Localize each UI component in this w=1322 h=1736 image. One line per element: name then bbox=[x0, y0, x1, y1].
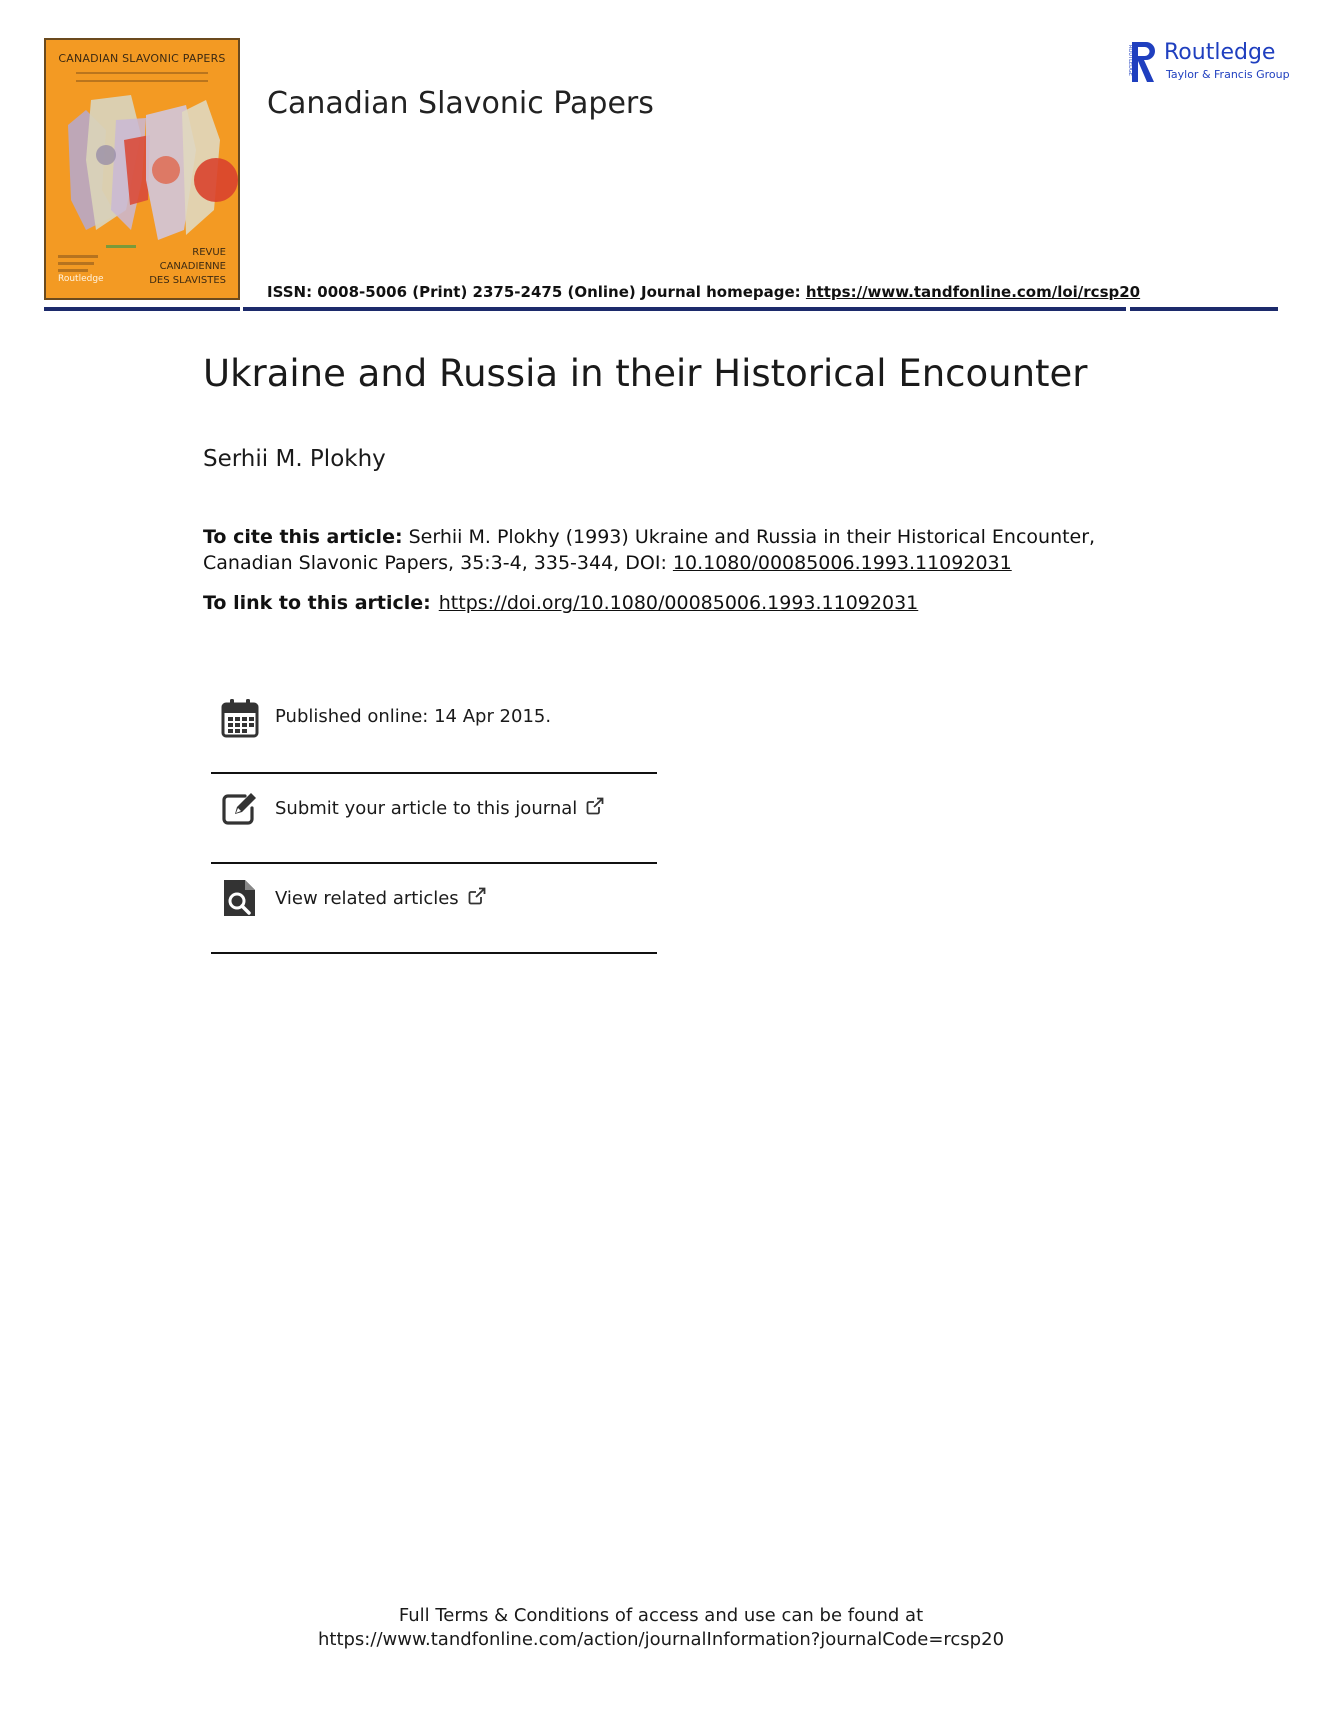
submit-article-item[interactable] bbox=[211, 788, 657, 848]
journal-name: Canadian Slavonic Papers bbox=[267, 86, 654, 121]
header-rule bbox=[44, 307, 240, 311]
journal-homepage-link[interactable]: https://www.tandfonline.com/loi/rcsp20 bbox=[805, 283, 1141, 301]
routledge-r-icon bbox=[1128, 40, 1158, 84]
terms-text: Full Terms & Conditions of access and use can be found at bbox=[398, 1605, 924, 1626]
cover-french-line: REVUE bbox=[192, 247, 226, 258]
terms-link[interactable]: https://www.tandfonline.com/action/journalInformation?journalCode=rcsp20 bbox=[317, 1629, 1005, 1650]
cover-subtitle-line bbox=[76, 80, 208, 82]
journal-cover-image bbox=[44, 38, 240, 300]
cover-french-title bbox=[149, 246, 226, 288]
article-title: Ukraine and Russia in their Historical Encounter bbox=[203, 352, 1088, 395]
article-link-line bbox=[203, 592, 918, 614]
related-articles-item[interactable] bbox=[211, 878, 657, 938]
issn-line bbox=[267, 283, 1140, 301]
publisher-name: Routledge bbox=[1164, 40, 1276, 65]
related-articles-link[interactable] bbox=[275, 886, 487, 909]
cover-publisher: Routledge bbox=[58, 274, 104, 284]
published-online-item bbox=[211, 698, 657, 758]
calendar-icon bbox=[221, 698, 259, 738]
svg-text:ROUTLEDGE: ROUTLEDGE bbox=[1127, 45, 1133, 76]
cover-french-line: CANADIENNE bbox=[159, 261, 226, 272]
doi-link[interactable]: 10.1080/00085006.1993.11092031 bbox=[672, 552, 1012, 574]
header-rule bbox=[1130, 307, 1278, 311]
routledge-logo[interactable] bbox=[1128, 40, 1288, 86]
search-document-icon bbox=[221, 878, 259, 918]
divider bbox=[211, 952, 657, 954]
submit-article-label: Submit your article to this journal bbox=[275, 798, 578, 819]
related-articles-label: View related articles bbox=[275, 888, 459, 909]
submit-article-link[interactable] bbox=[275, 796, 605, 819]
divider bbox=[211, 772, 657, 774]
cover-subtitle-line bbox=[76, 72, 208, 74]
header-rule bbox=[243, 307, 1126, 311]
cite-label: To cite this article: bbox=[203, 526, 403, 548]
cover-french-line: DES SLAVISTES bbox=[149, 275, 226, 286]
cover-title: CANADIAN SLAVONIC PAPERS bbox=[58, 52, 226, 65]
divider bbox=[211, 862, 657, 864]
publisher-group: Taylor & Francis Group bbox=[1166, 68, 1290, 81]
issn-text: ISSN: 0008-5006 (Print) 2375-2475 (Online) Journal homepage: bbox=[267, 283, 806, 301]
external-link-icon bbox=[467, 886, 487, 906]
article-link-url[interactable]: https://doi.org/10.1080/00085006.1993.11092031 bbox=[438, 592, 919, 614]
published-online-label: Published online: 14 Apr 2015. bbox=[275, 706, 552, 727]
edit-icon bbox=[221, 788, 259, 828]
external-link-icon bbox=[585, 796, 605, 816]
terms-footer bbox=[0, 1604, 1322, 1652]
citation bbox=[203, 524, 1103, 576]
article-author: Serhii M. Plokhy bbox=[203, 446, 386, 472]
link-label: To link to this article: bbox=[203, 592, 431, 614]
cite-text: Serhii M. Plokhy (1993) Ukraine and Russia in their Historical Encounter, Canadian Slavonic Papers, 35:3-4, 335-344, DOI: bbox=[203, 526, 1096, 574]
